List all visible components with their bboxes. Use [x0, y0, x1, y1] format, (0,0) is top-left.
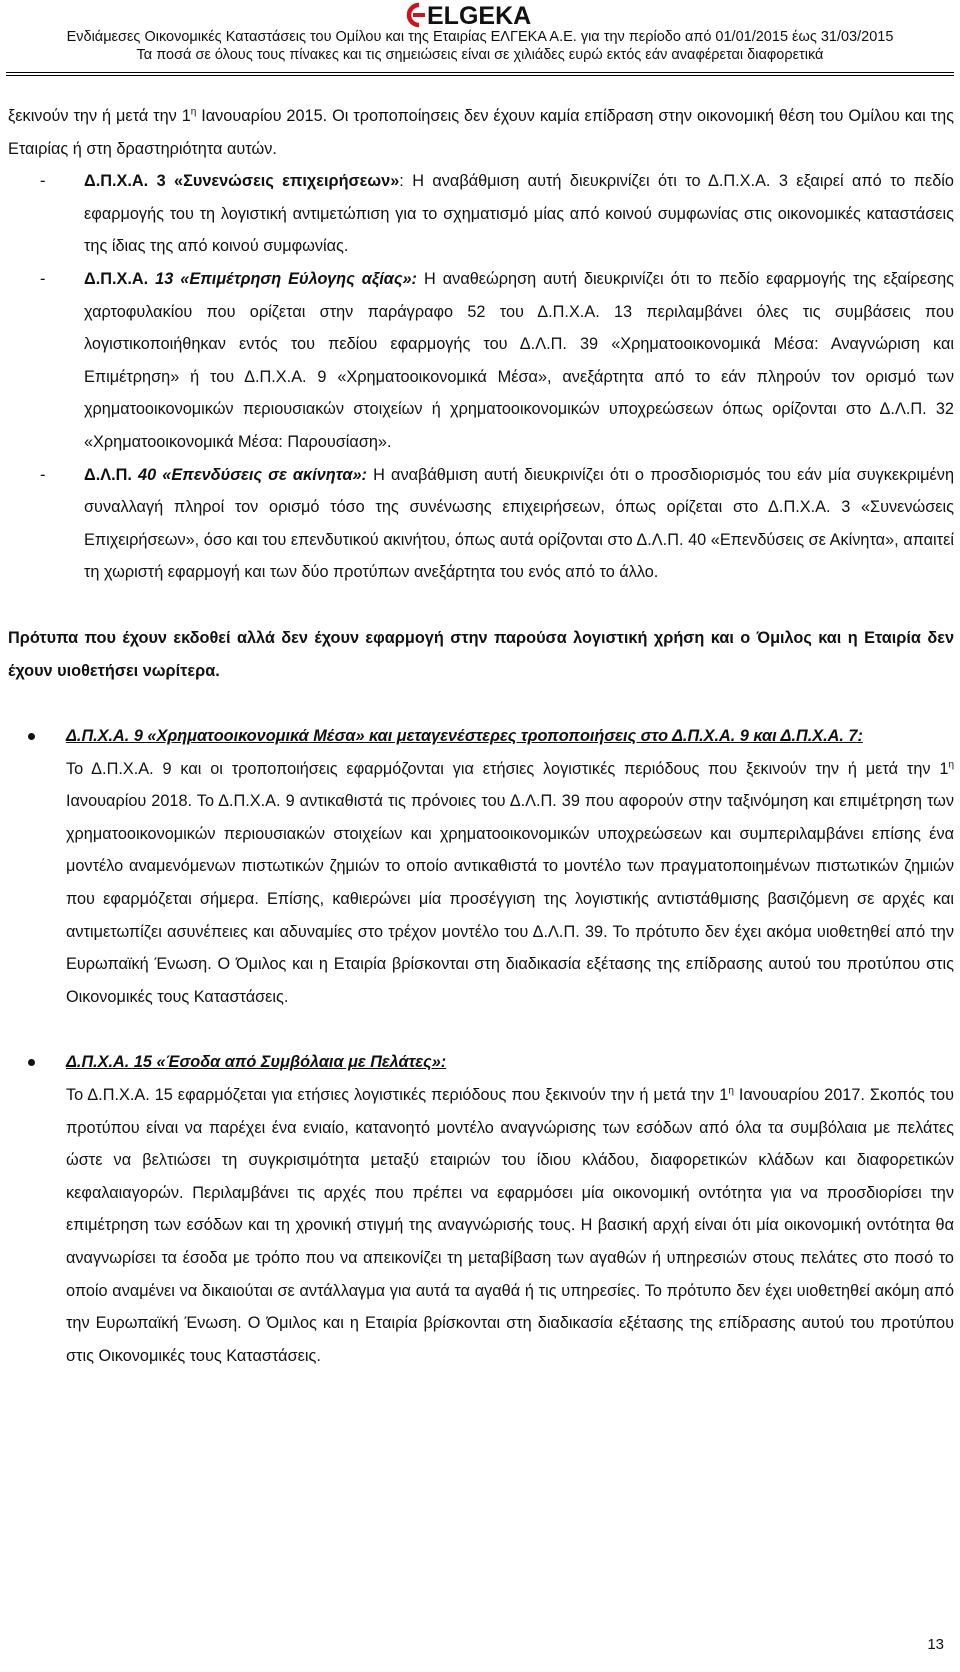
page-header [0, 0, 960, 64]
list-marker: - [40, 269, 46, 288]
header-title: Ενδιάμεσες Οικονομικές Καταστάσεις του Ομίλου και της Εταιρίας ΕΛΓΕΚΑ Α.Ε. για την περίοδο από 01/01/2015 έως 31/03/2015 [66, 29, 894, 45]
dash-item-ifrs3 [8, 165, 954, 263]
item-text: : Η αναβάθμιση αυτή διευκρινίζει ότι το Δ.Π.Χ.Α. 3 εξαιρεί από το πεδίο εφαρμογής του τη λογιστική αντιμετώπιση για το σχηματισμό μίας από κοινού συμφωνίας στις οικονομικές καταστάσεις της ίδιας της από κοινού συμφωνίας. [84, 172, 954, 256]
bullet-title: Δ.Π.Χ.Α. 9 «Χρηματοοικονομικά Μέσα» και μεταγενέστερες τροποποιήσεις στο Δ.Π.Χ.Α. 9 και Δ.Π.Χ.Α. 7: [66, 727, 863, 746]
bullet-title: Δ.Π.Χ.Α. 15 «Έσοδα από Συμβόλαια με Πελάτες»: [66, 1053, 447, 1072]
header-divider-2 [6, 75, 954, 76]
item-text: Η αναβάθμιση αυτή διευκρινίζει ότι ο προσδιορισμός του εάν μία συγκεκριμένη συναλλαγή πληροί τον ορισμό τόσο της συνένωσης επιχειρήσεων, όπως ορίζεται στο Δ.Π.Χ.Α. 3 «Συνενώσεις Επιχειρήσεων», όσο και του επενδυτικού ακινήτου, όπως αυτά ορίζονται στο Δ.Λ.Π. 40 «Επενδύσεις σε Ακίνητα», απαιτεί τη χωριστή εφαρμογή και των δύο προτύπων ανεξάρτητα του ενός από το άλλο. [84, 465, 955, 582]
header-subtitle: Τα ποσά σε όλους τους πίνακες και τις σημειώσεις είναι σε χιλιάδες ευρώ εκτός εάν αναφέρεται διαφορετικά [136, 47, 824, 63]
page-number: 13 [927, 1636, 944, 1653]
header-divider [6, 72, 954, 73]
bullet-item-ifrs15 [8, 1046, 954, 1372]
section-heading: Πρότυπα που έχουν εκδοθεί αλλά δεν έχουν εφαρμογή στην παρούσα λογιστική χρήση και ο Όμιλος και η Εταιρία δεν έχουν υιοθετήσει νωρίτερα. [8, 628, 954, 680]
bullet-text: Το Δ.Π.Χ.Α. 15 εφαρμόζεται για ετήσιες λογιστικές περιόδους που ξεκινούν την ή μετά την $1^\eta$ Ιανουαρίου 2017. Σκοπός του προτύπου είναι να παρέχει ένα ενιαίο, κατανοητό μοντέλο αναγνώρισης των εσόδων από όλα τα συμβόλαια με πελάτες ώστε να βελτιώσει τη συγκρισιμότητα μεταξύ εταιριών του ίδιου κλάδου, διαφορετικών κλάδων και διαφορετικών κεφαλαιαγορών. Περιλαμβάνει τις αρχές που πρέπει να εφαρμόσει μία οικονομική οντότητα για να προσδιορίσει την επιμέτρηση των εσόδων και τη χρονική στιγμή της αναγνώρισής τους. Η βασική αρχή είναι ότι μία οικονομική οντότητα θα αναγνωρίσει τα έσοδα με τρόπο που να απεικονίζει τη μεταβίβαση των αγαθών ή υπηρεσιών στους πελάτες στο ποσό το οποίο αναμένει να δικαιούται σε αντάλλαγμα για αυτά τα αγαθά ή τις υπηρεσίες. Το πρότυπο δεν έχει υιοθετηθεί ακόμη από την Ευρωπαϊκή Ένωση. Ο Όμιλος και η Εταιρία βρίσκονται στη διαδικασία εξέτασης της επίδρασης αυτού του προτύπου στις Οικονομικές τους Καταστάσεις. [66, 1085, 954, 1365]
elgeka-logo-icon [405, 2, 555, 28]
item-title: Δ.Π.Χ.Α. [84, 269, 149, 288]
bullet-icon [28, 1059, 35, 1066]
list-marker: - [40, 465, 46, 484]
item-title: Δ.Π.Χ.Α. 3 «Συνενώσεις επιχειρήσεων» [84, 172, 400, 191]
item-title-italic: 40 «Επενδύσεις σε ακίνητα»: [131, 465, 367, 484]
item-title: Δ.Λ.Π. [84, 465, 132, 484]
logo-text: ELGEKA [427, 2, 532, 28]
company-logo [0, 2, 960, 28]
dash-item-ias40 [8, 459, 954, 589]
item-title-italic: 13 «Επιμέτρηση Εύλογης αξίας»: [148, 269, 417, 288]
intro-paragraph: ξεκινούν την ή μετά την $1^\eta$ Ιανουαρίου 2015. Οι τροποποίησεις δεν έχουν καμία επίδραση στην οικονομική θέση του Ομίλου και της Εταιρίας ή στη δραστηριότητα αυτών. [8, 106, 954, 158]
list-marker: - [40, 172, 46, 191]
dash-item-ifrs13 [8, 263, 954, 459]
bullet-icon [28, 733, 35, 740]
document-body [8, 100, 954, 1372]
bullet-item-ifrs9 [8, 720, 954, 1013]
item-text: Η αναθεώρηση αυτή διευκρινίζει ότι το πεδίο εφαρμογής της εξαίρεσης χαρτοφυλακίου που ορίζεται στην παράγραφο 52 του Δ.Π.Χ.Α. 13 περιλαμβάνει όλες τις συμβάσεις που λογιστικοποιήθηκαν εντός του πεδίου εφαρμογής του Δ.Λ.Π. 39 «Χρηματοοικονομικά Μέσα: Αναγνώριση και Επιμέτρηση» ή του Δ.Π.Χ.Α. 9 «Χρηματοοικονομικά Μέσα», ανεξάρτητα από το εάν πληρούν τον ορισμό των χρηματοοικονομικών περιουσιακών στοιχείων ή χρηματοοικονομικών υποχρεώσεων όπως ορίζονται στο Δ.Λ.Π. 32 «Χρηματοοικονομικά Μέσα: Παρουσίαση». [84, 269, 954, 451]
bullet-text: Το Δ.Π.Χ.Α. 9 και οι τροποποιήσεις εφαρμόζονται για ετήσιες λογιστικές περιόδους που ξεκινούν την ή μετά την $1^\eta$ Ιανουαρίου 2018. Το Δ.Π.Χ.Α. 9 αντικαθιστά τις πρόνοιες του Δ.Λ.Π. 39 που αφορούν στην ταξινόμηση και επιμέτρηση των χρηματοοικονομικών περιουσιακών στοιχείων και χρηματοοικονομικών υποχρεώσεων και συμπεριλαμβάνει επίσης ένα μοντέλο αναμενόμενων πιστωτικών ζημιών το οποίο αντικαθιστά το μοντέλο των πραγματοποιημένων πιστωτικών ζημιών που εφαρμόζεται σήμερα. Επίσης, καθιερώνει μία προσέγγιση της λογιστικής αντιστάθμισης βασιζόμενη σε αρχές και αντιμετωπίζει ασυνέπειες και αδυναμίες στο τρέχον μοντέλο του Δ.Λ.Π. 39. Το πρότυπο δεν έχει ακόμα υιοθετηθεί από την Ευρωπαϊκή Ένωση. Ο Όμιλος και η Εταιρία βρίσκονται στη διαδικασία εξέτασης της επίδρασης αυτού του προτύπου στις Οικονομικές τους Καταστάσεις. [66, 759, 954, 1006]
